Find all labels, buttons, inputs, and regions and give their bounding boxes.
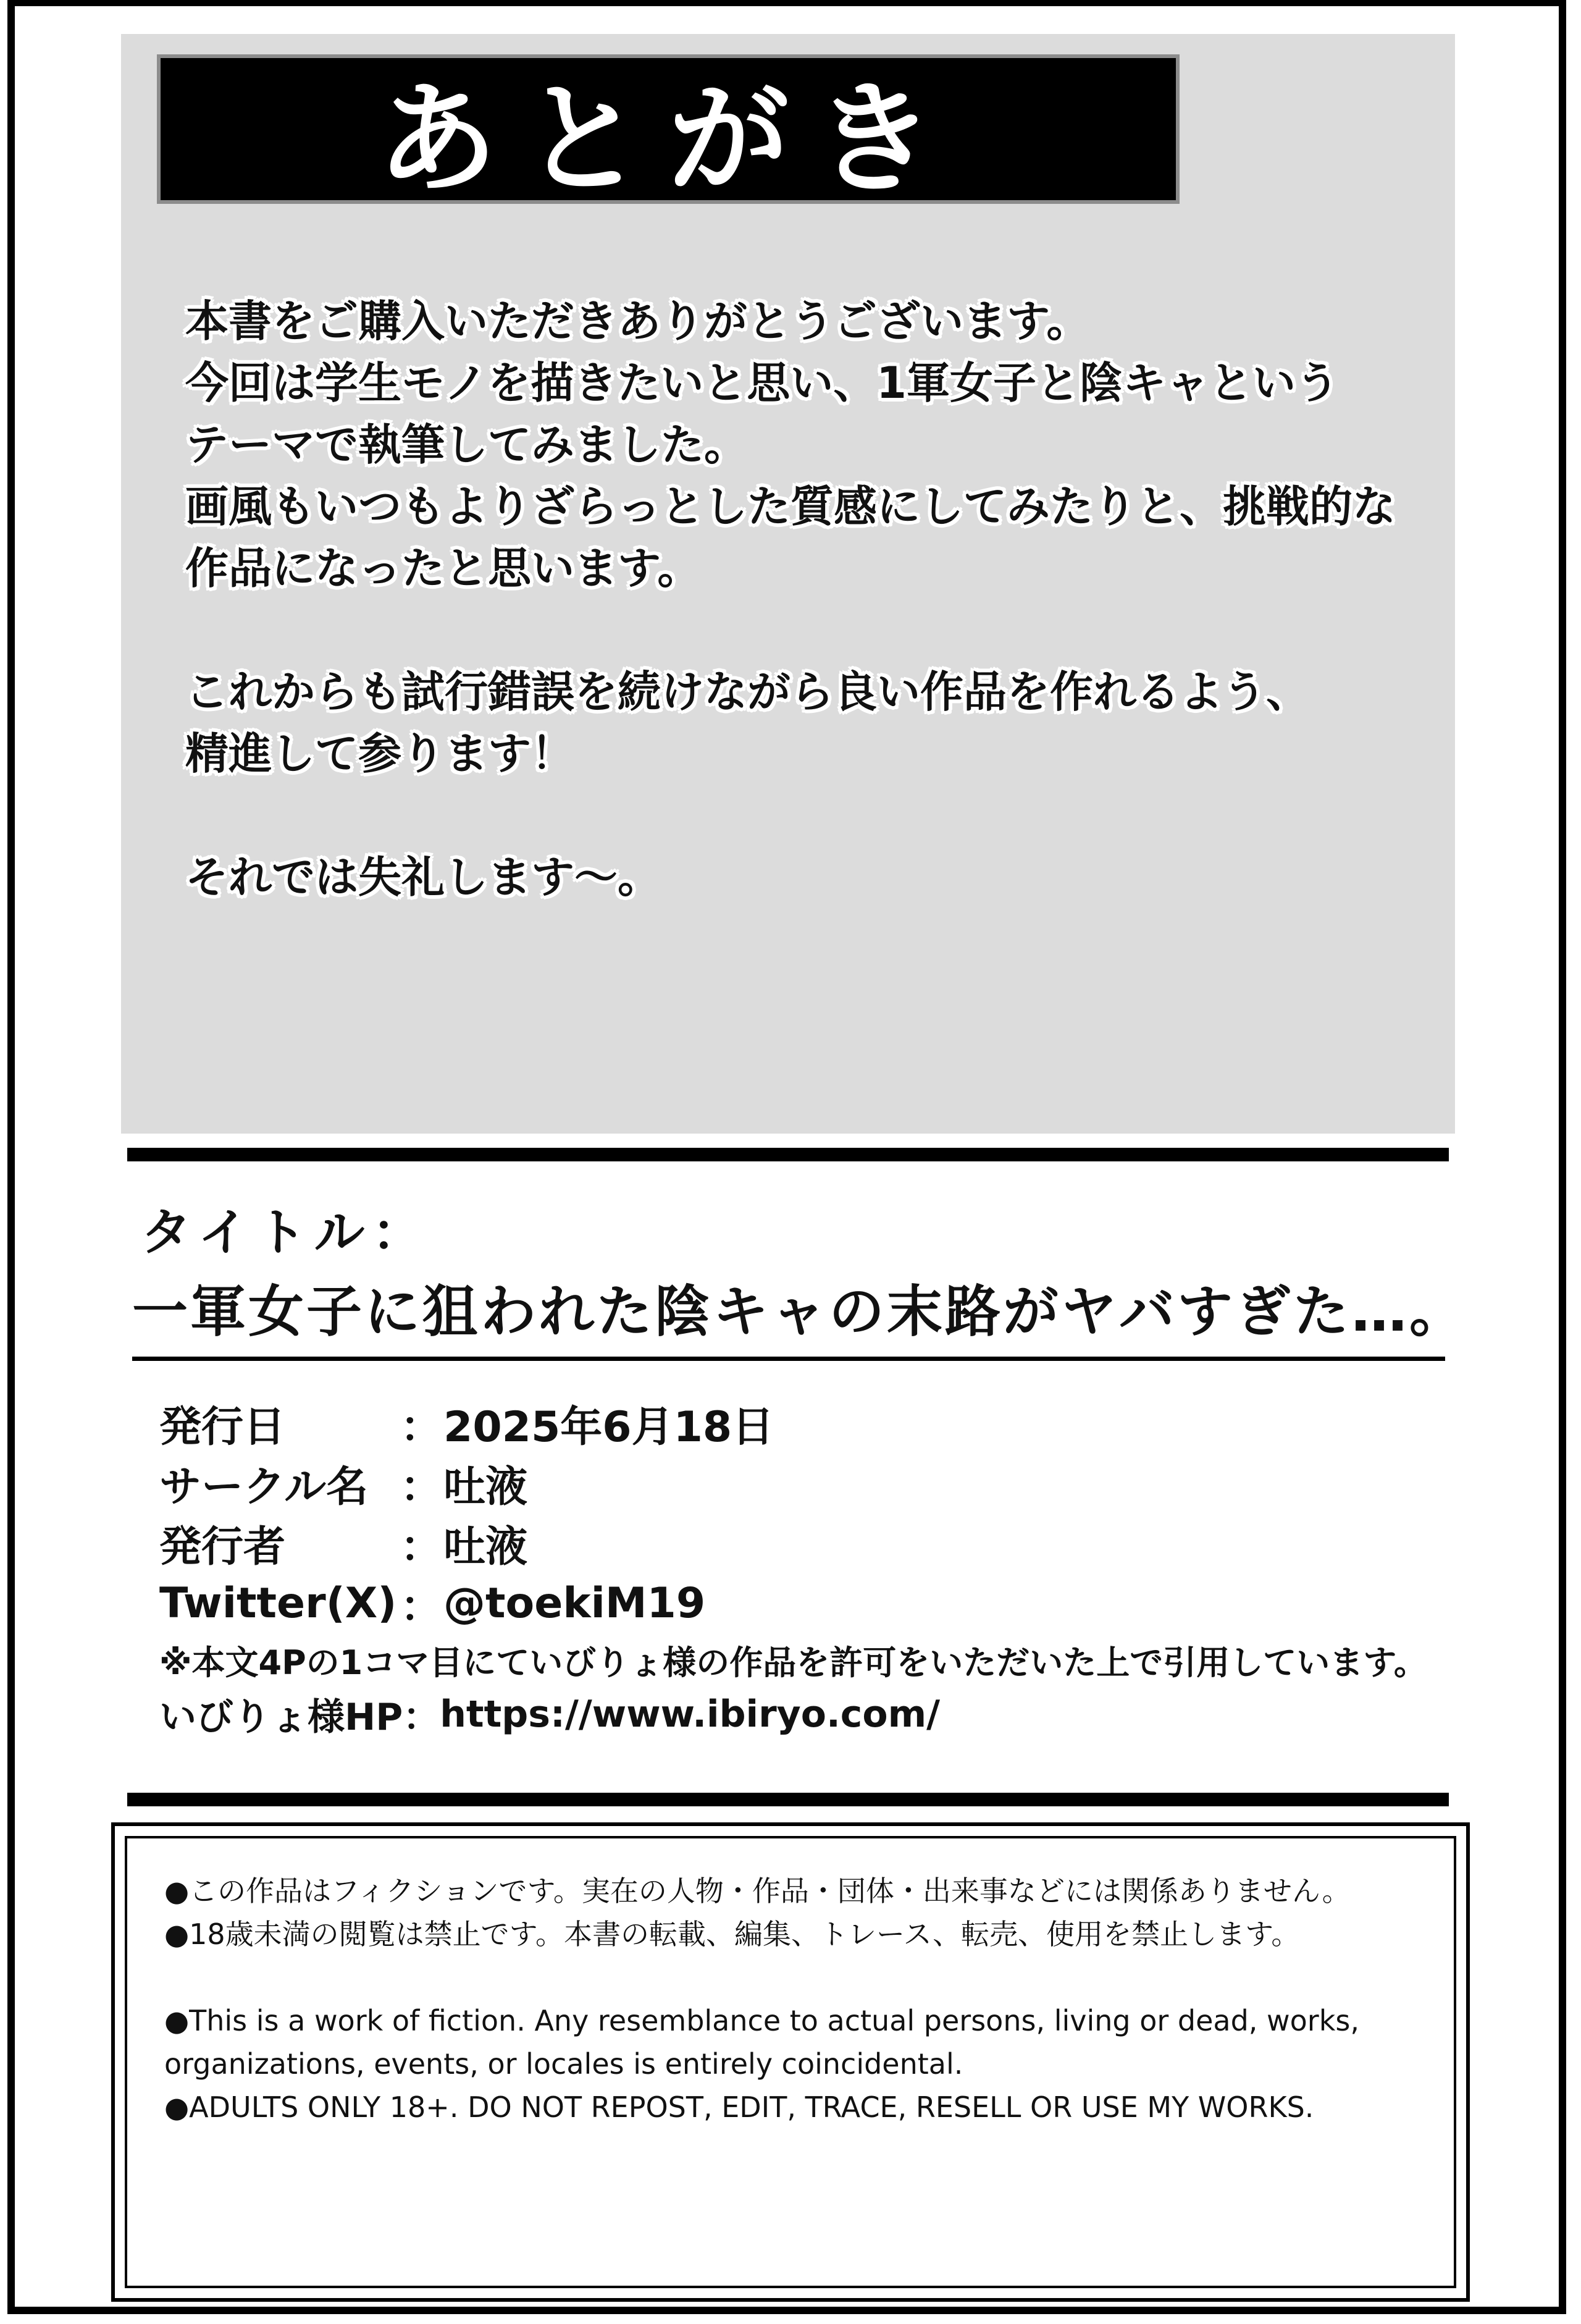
divider-bottom [127,1793,1449,1806]
title-label: タイトル： [141,1203,430,1262]
info-key: サークル名 [159,1463,368,1512]
afterword-paragraph-1 [185,290,1445,599]
info-separator: ： [400,1583,443,1631]
afterword-paragraph-3 [185,846,1445,908]
afterword-line: これからも試行錯誤を続けながら良い作品を作れるよう、 [185,667,1309,717]
afterword-line: 作品になったと思います。 [185,543,701,594]
notice-line-en: ●ADULTS ONLY 18+. DO NOT REPOST, EDIT, TRACE, RESELL OR USE MY WORKS. [164,2090,1314,2124]
notice-box [111,1822,1470,2302]
notice-box-inner [125,1836,1456,2288]
info-value: 2025年6月18日 [443,1403,774,1452]
info-row-twitter [159,1573,1427,1633]
afterword-line: 本書をご購入いただきありがとうございます。 [185,296,1090,347]
info-key: Twitter(X) [159,1579,397,1628]
afterword-paragraph-2 [185,661,1445,785]
citation-note: ※本文4Pの1コマ目にていびりょ様の作品を許可をいただいた上で引用しています。 [159,1643,1427,1682]
notice-line-en: organizations, events, or locales is entirely coincidental. [164,2047,963,2081]
afterword-line: 精進して参ります！ [185,728,574,779]
info-value: 吐液 [443,1463,528,1512]
book-title: 一軍女子に狙われた陰キャの末路がヤバすぎた…。 [132,1279,1467,1344]
notice-line-jp: ●18歳未満の閲覧は禁止です。本書の転載、編集、トレース、転売、使用を禁止します。 [164,1918,1300,1951]
notice-line-jp: ●この作品はフィクションです。実在の人物・作品・団体・出来事などには関係ありません。 [164,1874,1351,1908]
afterword-line: 画風もいつもよりざらっとした質感にしてみたりと、挑戦的な [185,481,1396,532]
info-separator: ： [400,1463,443,1512]
info-row-circle [159,1454,1427,1514]
homepage-row [159,1686,1427,1742]
notice-gap [164,1956,1429,1999]
info-separator: ： [400,1403,443,1452]
info-separator: ： [400,1523,443,1572]
homepage-link[interactable]: https://www.ibiryo.com/ [440,1693,941,1736]
info-key: 発行日 [159,1403,286,1452]
info-row-publisher [159,1514,1427,1573]
info-row-date [159,1394,1427,1454]
twitter-handle[interactable]: @toekiM19 [443,1579,706,1628]
colophon-info [159,1394,1427,1742]
afterword-title: あとがき [157,54,1180,204]
afterword-body [185,290,1445,970]
info-key: 発行者 [159,1523,286,1572]
notice-line-en: ●This is a work of fiction. Any resemblance to actual persons, living or dead, works, [164,2004,1359,2037]
homepage-label: いびりょ様HP： [159,1696,440,1739]
afterword-line: テーマで執筆してみました。 [185,419,747,470]
info-value: 吐液 [443,1523,528,1572]
title-underline [132,1357,1445,1361]
afterword-line: それでは失礼します～。 [185,852,661,903]
afterword-line: 今回は学生モノを描きたいと思い、1軍女子と陰キャという [185,358,1340,408]
notice-text [164,1869,1429,2129]
divider-top [127,1148,1449,1161]
